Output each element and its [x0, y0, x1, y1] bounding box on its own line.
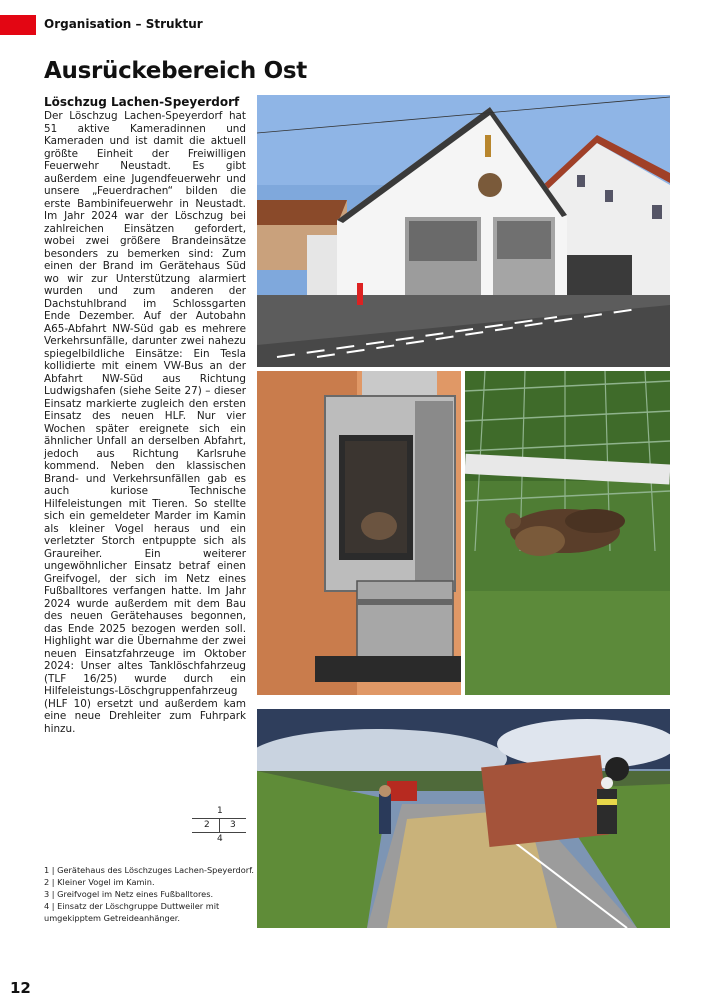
diagram-line-middle — [219, 818, 220, 832]
diagram-line-bottom — [192, 832, 246, 833]
caption-2: 2 | Kleiner Vogel im Kamin. — [44, 877, 155, 887]
diagram-number-4: 4 — [217, 834, 223, 844]
article-subtitle: Löschzug Lachen-Speyerdorf — [44, 95, 240, 109]
photo-fire-station — [257, 95, 670, 367]
diagram-number-1: 1 — [217, 806, 223, 816]
body-paragraph: Der Löschzug Lachen-Speyerdorf hat 51 aktive Kameradinnen und Kameraden und ist damit die aktuell größte Einheit der Freiwilligen Feuerwehr Neustadt. Es gibt außerdem eine Jugendfeuerwehr und unsere „Feuerdrachen“ bilden die erste Bambinifeuerwehr in Neustadt. Im Jahr 2024 war der Löschzug bei zahlreichen Einsätzen gefordert, wobei zwei größere Brandeinsätze besonders zu bemerken sind: Zum einen der Brand im Gerätehaus Süd wo wir zur Unterstützung alarmiert wurden und zum anderen der Dachstuhlbrand im Schlossgarten Ende Dezember. Auf der Autobahn A65-Abfahrt NW-Süd gab es mehrere Verkehrsunfälle, darunter zwei nahezu spiegelbildliche Einsätze: Ein Tesla kollidierte mit einem VW-Bus an der Abfahrt NW-Süd aus Richtung Ludwigshafen (siehe Seite 27) – dieser Einsatz markierte zugleich den ersten Einsatz des neuen HLF. Nur vier Wochen später ereignete sich ein ähnlicher Unfall an derselben Abfahrt, jedoch aus Richtung Karlsruhe kommend. Neben den klassischen Brand- und Verkehrsunfällen gab es auch kuriose Technische Hilfeleistungen mit Tieren. So stellte sich ein gemeldeter Marder im Kamin als kleiner Vogel heraus und ein verletzter Storch entpuppte sich als Graureiher. Ein weiterer ungewöhnlicher Einsatz betraf einen Greifvogel, der sich im Netz eines Fußballtores verfangen hatte. Im Jahr 2024 wurde außerdem mit dem Bau des neuen Gerätehauses begonnen, das Ende 2025 bezogen werden soll. Highlight war die Übernahme der zwei neuen Einsatzfahrzeuge im Oktober 2024: Unser altes Tanklöschfahrzeug (TLF 16/25) wurde durch ein Hilfeleistungs-Löschgruppenfahrzeug (HLF 10) ersetzt und außerdem kam eine neue Drehleiter zum Fuhrpark hinzu. — [44, 110, 246, 735]
caption-3: 3 | Greifvogel im Netz eines Fußballtores. — [44, 889, 214, 899]
photo-raptor-net — [465, 371, 670, 695]
diagram-number-3: 3 — [230, 820, 236, 830]
page-title: Ausrückebereich Ost — [44, 58, 307, 84]
photo-overturned-trailer — [257, 709, 670, 928]
page-number: 12 — [10, 979, 31, 997]
caption-4: 4 | Einsatz der Löschgruppe Duttweiler mit umgekipptem Getreideanhänger. — [44, 901, 220, 923]
photo-chimney-bird — [257, 371, 461, 695]
photo-captions — [44, 864, 254, 924]
section-label: Organisation – Struktur — [44, 17, 203, 31]
section-color-tab — [0, 15, 36, 35]
diagram-number-2: 2 — [204, 820, 210, 830]
photo-index-diagram — [192, 806, 246, 846]
caption-1: 1 | Gerätehaus des Löschzuges Lachen-Speyerdorf. — [44, 865, 254, 875]
article-body — [44, 110, 246, 735]
